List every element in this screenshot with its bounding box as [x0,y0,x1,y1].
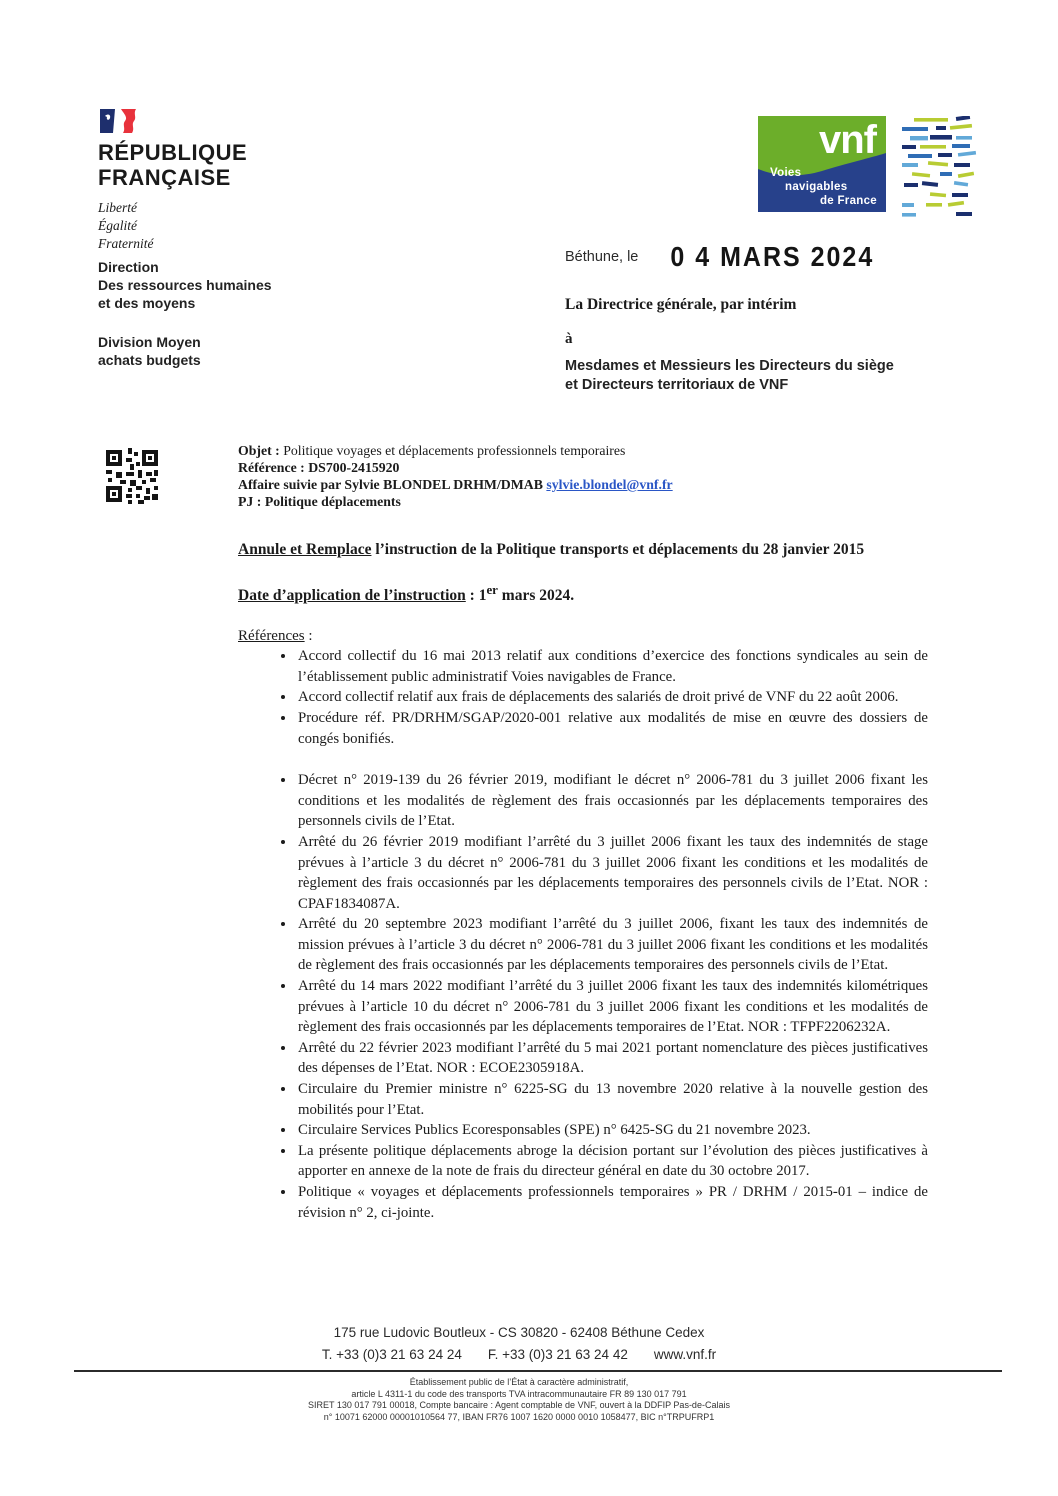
recipient-line: Mesdames et Messieurs les Directeurs du siège [565,358,894,374]
republic-name-line1: RÉPUBLIQUE [98,140,248,165]
qr-code [104,446,162,506]
motto-line: Égalité [98,218,137,233]
direction-line: Direction [98,259,159,275]
reference-item: • Politique « voyages et déplacements professionnels temporaires » PR / DRHM / 2015-01 – indice de révision n° 2, ci-jointe. [296,1182,928,1223]
footer-divider [74,1370,1002,1372]
direction-line: Des ressources humaines [98,277,272,293]
footer-contact-line [0,1344,1038,1366]
reference-item: • Procédure réf. PR/DRHM/SGAP/2020-001 relative aux modalités de mise en œuvre des dossiers de congés bonifiés. [296,708,928,749]
vnf-logo-sub-line: de France [819,195,877,207]
footer-legal-line: n° 10071 62000 00001010564 77, IBAN FR76 1007 1620 0000 0010 1058477, BIC n°TRPUFRP1 [323,1411,715,1422]
footer-fax: F. +33 (0)3 21 63 24 42 [487,1347,628,1362]
direction-line: et des moyens [98,295,196,311]
republic-name [98,140,338,190]
reference-item: • Arrêté du 22 février 2023 modifiant l’arrêté du 5 mai 2021 portant nomenclature des pièces justificatives des dépenses de l’Etat. NOR : ECOE2305918A. [296,1038,928,1079]
date-application-label: Date d’application de l’instruction [238,587,466,605]
footer-legal-line: SIRET 130 017 791 00018, Compte bancaire : Agent comptable de VNF, ouvert à la DDFIP Pas-de-Calais [308,1400,730,1410]
references-label: Références [238,628,305,645]
reference-item: • Circulaire du Premier ministre n° 6225-SG du 13 novembre 2020 relative à la nouvelle gestion des mobilités pour l’Etat. [296,1079,928,1120]
reference-line: Référence : DS700-2415920 [238,460,400,475]
spacer [98,312,272,333]
republic-name-line2: FRANÇAISE [98,165,231,190]
footer-legal-block [0,1377,1038,1423]
vnf-logo [758,116,886,212]
motto-line: Liberté [98,200,137,215]
vnf-logo-sub-line: Voies [770,167,802,179]
footer-website[interactable]: www.vnf.fr [653,1347,717,1362]
sender-service-block [98,258,272,369]
letter-meta-block [238,442,673,510]
reference-item: • Circulaire Services Publics Ecoresponsables (SPE) n° 6425-SG du 21 novembre 2023. [296,1120,928,1141]
direction-lines [98,258,272,312]
place-label: Béthune, le [565,249,639,265]
footer-legal-line: Établissement public de l’État à caractère administratif, [409,1377,629,1387]
pj-line: PJ : Politique déplacements [238,494,401,509]
objet-value: Politique voyages et déplacements professionnels temporaires [279,443,626,458]
place-date-row [565,243,874,272]
division-line: Division Moyen [98,334,201,350]
references-list-group-2 [238,770,928,1223]
division-lines [98,333,272,369]
french-flag-icon [98,108,140,136]
division-line: achats budgets [98,352,201,368]
reference-item: • Décret n° 2019-139 du 26 février 2019, modifiant le décret n° 2006-781 du 3 juillet 2006 fixant les conditions et les modalités de règlement des frais occasionnés par les déplacements temporaires des personnels civils de l’Etat. [296,770,928,832]
reference-item: • Arrêté du 26 février 2019 modifiant l’arrêté du 3 juillet 2006 fixant les taux des indemnités de stage prévues à l’article 3 du décret n° 2006-781 du 3 juillet 2006 fixant les conditions et les modalités de règlement des frais occasionnés par les déplacements temporaires des personnels civils de l’Etat. NOR : CPAF1834087A. [296,832,928,914]
republic-motto [98,199,338,253]
affaire-line [238,476,673,493]
footer-address-line: 175 rue Ludovic Boutleux - CS 30820 - 62408 Béthune Cedex [333,1325,705,1340]
reference-item: • Accord collectif du 16 mai 2013 relatif aux conditions d’exercice des fonctions syndicales au sein de l’établissement public administratif Voies navigables de France. [296,646,928,687]
footer-phone: T. +33 (0)3 21 63 24 24 [321,1347,462,1362]
objet-label: Objet : [238,443,280,458]
reference-item: • Accord collectif relatif aux frais de déplacements des salariés de droit privé de VNF du 22 août 2006. [296,687,928,708]
email-link[interactable]: sylvie.blondel@vnf.fr [546,477,673,492]
references-list-group-1 [238,646,928,749]
vnf-logo-sub-line: navigables [785,181,848,193]
to-prefix: à [565,331,573,347]
date-stamp: 0 4 MARS 2024 [670,241,875,273]
references-heading [238,628,928,645]
letter-body [238,541,928,1223]
sender-title: La Directrice générale, par intérim [565,296,797,313]
references-colon: : [304,628,313,645]
date-application-line [238,582,928,605]
annule-remplace-label: Annule et Remplace [238,541,372,558]
date-application-colon: : 1 [465,587,487,605]
footer-legal-line: article L 4311-1 du code des transports TVA intracommunautaire FR 89 130 017 791 [351,1388,687,1399]
annule-remplace-rest: l’instruction de la Politique transports et déplacements du 28 janvier 2015 [371,541,865,558]
date-application-sup: er [486,582,498,597]
date-application-rest: mars 2024. [497,587,575,605]
reference-item: • Arrêté du 20 septembre 2023 modifiant l’arrêté du 3 juillet 2006, fixant les taux des indemnités de mission prévues à l’article 3 du décret n° 2006-781 du 3 juillet 2006 fixant les conditions et les modalités de règlement des frais occasionnés par les déplacements temporaires des personnels civils de l’Etat. [296,914,928,976]
reference-item: • Arrêté du 14 mars 2022 modifiant l’arrêté du 3 juillet 2006 fixant les taux des indemnités kilométriques prévues à l’article 10 du décret n° 2006-781 du 3 juillet 2006 fixant les conditions et les modalités de règlement des frais occasionnés par les déplacements temporaires de l’Etat. NOR : TFPF2206232A. [296,976,928,1038]
reference-item: • La présente politique déplacements abroge la décision portant sur l’évolution des pièces justificatives à apporter en annexe de la note de frais du directeur général en date du 30 octobre 2017. [296,1141,928,1182]
motto-line: Fraternité [98,236,154,251]
republique-francaise-block [98,108,338,253]
objet-line [238,442,673,459]
recipients-block [565,357,894,395]
recipient-line: et Directeurs territoriaux de VNF [565,377,789,393]
footer-address-block [0,1322,1038,1366]
annule-remplace-line [238,541,928,559]
vnf-logo-text: vnf [819,118,876,162]
vnf-logo-dashes [900,116,982,222]
vnf-logo-block [758,116,982,222]
affaire-label: Affaire suivie par Sylvie BLONDEL DRHM/DMAB [238,477,547,492]
